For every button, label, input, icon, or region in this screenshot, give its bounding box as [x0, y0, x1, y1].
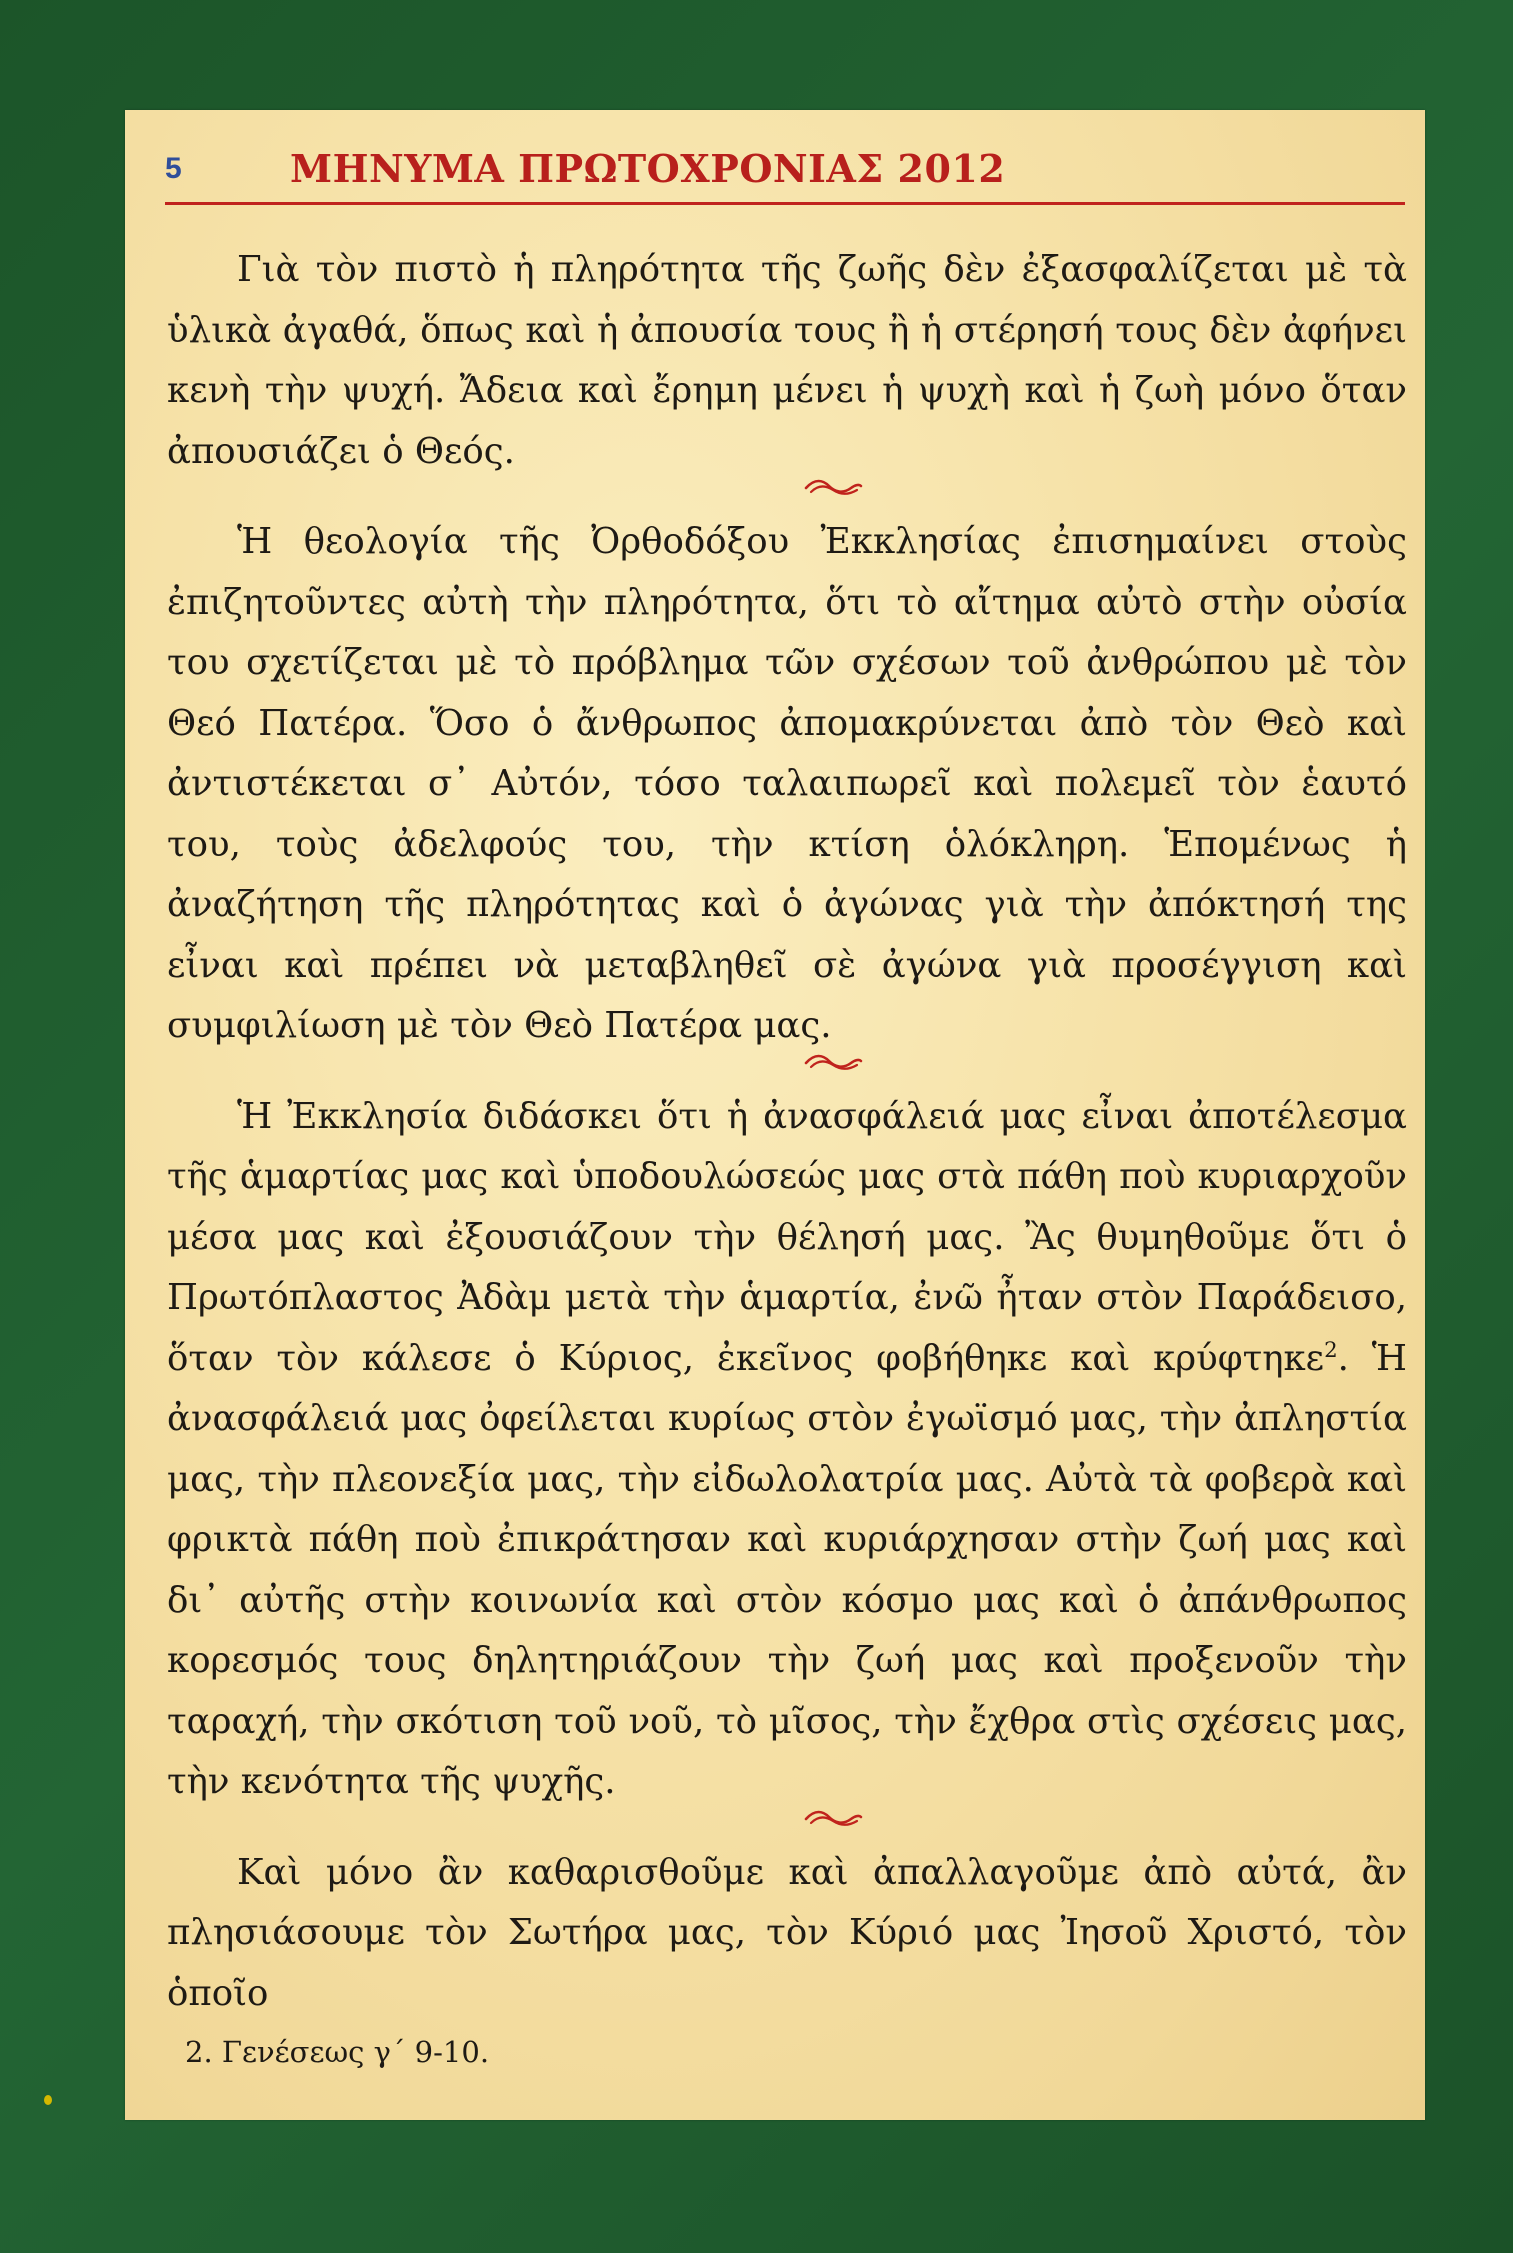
paper-speck: [44, 2095, 52, 2105]
running-title: ΜΗΝΥΜΑ ΠΡΩΤΟΧΡΟΝΙΑΣ 2012: [290, 146, 1006, 191]
footnote-reference: 2: [1324, 1337, 1338, 1363]
paragraph-3-start: Ἡ Ἐκκλησία διδάσκει ὅτι ἡ ἀνασφάλειά μας εἶναι ἀποτέλεσμα τῆς ἁμαρτίας μας καὶ ὑποδουλώσεώς μας στὰ πάθη ποὺ κυριαρχοῦν μέσα μας καὶ ἐξουσιάζουν τὴν θέλησή μας. Ἂς θυμηθοῦμε ὅτι ὁ Πρωτόπλαστος Ἀδὰμ μετὰ τὴν ἁμαρτία, ἐνῶ ἦταν στὸν Παράδεισο, ὅταν τὸν κάλεσε ὁ Κύριος, ἐκεῖνος φοβήθηκε καὶ κρύφτηκε: [167, 1095, 1407, 1379]
ornament-3: [167, 1807, 1407, 1843]
footnote: 2. Γενέσεως γ΄ 9-10.: [185, 2035, 490, 2069]
ornament-1: [167, 476, 1407, 512]
page-header: [165, 140, 1405, 200]
paragraph-4: Καὶ μόνο ἂν καθαρισθοῦμε καὶ ἀπαλλαγοῦμε ἀπὸ αὐτά, ἂν πλησιάσουμε τὸν Σωτήρα μας, τὸν Κύριό μας Ἰησοῦ Χριστό, τὸν ὁποῖο: [167, 1851, 1407, 2014]
swash-ornament-icon: [803, 1807, 863, 1831]
paragraph-3-end: . Ἡ ἀνασφάλειά μας ὀφείλεται κυρίως στὸν ἐγωϊσμό μας, τὴν ἀπληστία μας, τὴν πλεονεξία μας, τὴν εἰδωλολατρία μας. Αὐτὰ τὰ φοβερὰ καὶ φρικτὰ πάθη ποὺ ἐπικράτησαν καὶ κυριάρχησαν στὴν ζωή μας καὶ δι᾿ αὐτῆς στὴν κοινωνία καὶ στὸν κόσμο μας καὶ ὁ ἀπάνθρωπος κορεσμός τους δηλητηριάζουν τὴν ζωή μας καὶ προξενοῦν τὴν ταραχή, τὴν σκότιση τοῦ νοῦ, τὸ μῖσος, τὴν ἔχθρα στὶς σχέσεις μας, τὴν κενότητα τῆς ψυχῆς.: [167, 1337, 1407, 1802]
paragraph-3: [167, 1087, 1407, 1813]
paragraph-2: Ἡ θεολογία τῆς Ὀρθοδόξου Ἐκκλησίας ἐπισημαίνει στοὺς ἐπιζητοῦντες αὐτὴ τὴν πληρότητα, ὅτι τὸ αἴτημα αὐτὸ στὴν οὐσία του σχετίζεται μὲ τὸ πρόβλημα τῶν σχέσων τοῦ ἀνθρώπου μὲ τὸν Θεό Πατέρα. Ὅσο ὁ ἄνθρωπος ἀπομακρύνεται ἀπὸ τὸν Θεὸ καὶ ἀντιστέκεται σ᾿ Αὐτόν, τόσο ταλαιπωρεῖ καὶ πολεμεῖ τὸν ἑαυτό του, τοὺς ἀδελφούς του, τὴν κτίση ὁλόκληρη. Ἑπομένως ἡ ἀναζήτηση τῆς πληρότητας καὶ ὁ ἀγώνας γιὰ τὴν ἀπόκτησή της εἶναι καὶ πρέπει νὰ μεταβληθεῖ σὲ ἀγώνα γιὰ προσέγγιση καὶ συμφιλίωση μὲ τὸν Θεὸ Πατέρα μας.: [167, 521, 1407, 1046]
swash-ornament-icon: [803, 476, 863, 500]
page-number: 5: [165, 152, 182, 185]
ornament-2: [167, 1051, 1407, 1087]
header-rule: [165, 202, 1405, 205]
body-text: [167, 240, 1407, 2024]
parchment-page: [125, 110, 1425, 2120]
paragraph-1: Γιὰ τὸν πιστὸ ἡ πληρότητα τῆς ζωῆς δὲν ἐξασφαλίζεται μὲ τὰ ὑλικὰ ἀγαθά, ὅπως καὶ ἡ ἀπουσία τους ἢ ἡ στέρησή τους δὲν ἀφήνει κενὴ τὴν ψυχή. Ἄδεια καὶ ἔρημη μένει ἡ ψυχὴ καὶ ἡ ζωὴ μόνο ὅταν ἀπουσιάζει ὁ Θεός.: [167, 249, 1407, 472]
swash-ornament-icon: [803, 1051, 863, 1075]
